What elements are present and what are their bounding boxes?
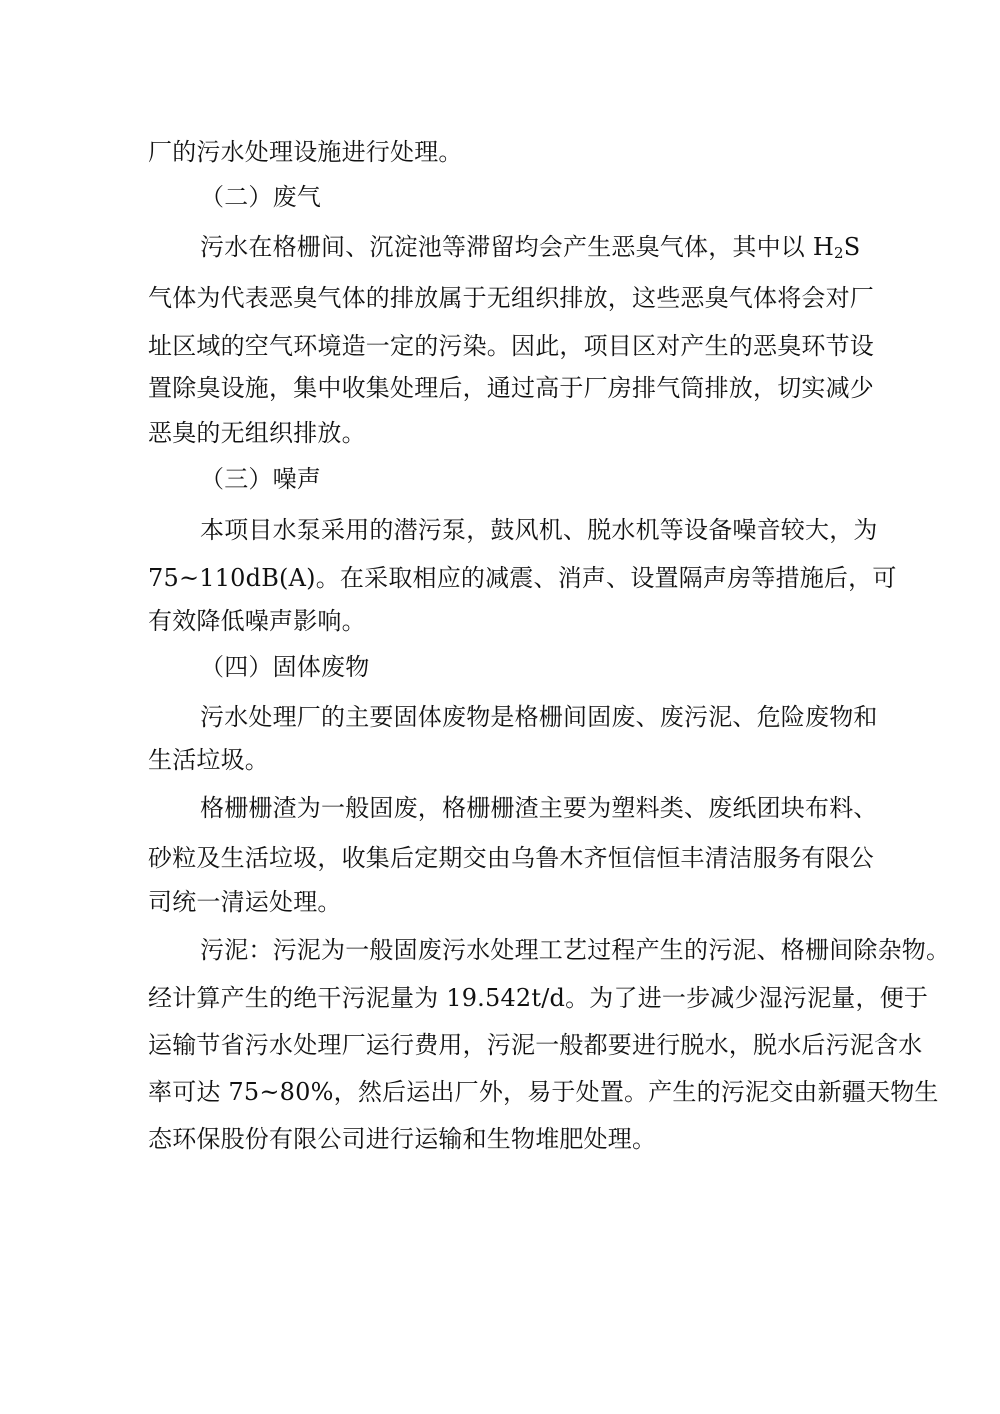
paragraph-line: 司统一清运处理。 (148, 888, 342, 916)
paragraph-line: 态环保股份有限公司进行运输和生物堆肥处理。 (148, 1125, 657, 1153)
paragraph-line: 址区域的空气环境造一定的污染。因此，项目区对产生的恶臭环节设 (148, 332, 874, 360)
paragraph-line: 气体为代表恶臭气体的排放属于无组织排放，这些恶臭气体将会对厂 (148, 284, 874, 312)
paragraph-line: 75~110dB(A)。在采取相应的减震、消声、设置隔声房等措施后，可 (148, 564, 897, 592)
paragraph-line: 污泥：污泥为一般固废污水处理工艺过程产生的污泥、格栅间除杂物。 (200, 936, 951, 964)
paragraph-line: 有效降低噪声影响。 (148, 607, 366, 635)
paragraph-line: 生活垃圾。 (148, 746, 269, 774)
paragraph-line (200, 232, 860, 262)
text-run: S (843, 233, 861, 261)
paragraph-line: 运输节省污水处理厂运行费用，污泥一般都要进行脱水，脱水后污泥含水 (148, 1031, 923, 1059)
paragraph-line: 厂的污水处理设施进行处理。 (148, 138, 463, 166)
paragraph-line: 格栅栅渣为一般固废，格栅栅渣主要为塑料类、废纸团块布料、 (200, 794, 878, 822)
text-run: 污水在格栅间、沉淀池等滞留均会产生恶臭气体，其中以 H (200, 233, 834, 261)
subscript-2: 2 (833, 244, 844, 262)
paragraph-line: 率可达 75~80%，然后运出厂外，易于处置。产生的污泥交由新疆天物生 (148, 1078, 939, 1106)
paragraph-line: 恶臭的无组织排放。 (148, 419, 366, 447)
section-heading-solid-waste: （四）固体废物 (200, 653, 370, 681)
paragraph-line: 污水处理厂的主要固体废物是格栅间固废、废污泥、危险废物和 (200, 703, 878, 731)
paragraph-line: 本项目水泵采用的潜污泵，鼓风机、脱水机等设备噪音较大，为 (200, 516, 878, 544)
paragraph-line: 经计算产生的绝干污泥量为 19.542t/d。为了进一步减少湿污泥量，便于 (148, 984, 929, 1012)
paragraph-line: 置除臭设施，集中收集处理后，通过高于厂房排气筒排放，切实减少 (148, 374, 874, 402)
paragraph-line: 砂粒及生活垃圾，收集后定期交由乌鲁木齐恒信恒丰清洁服务有限公 (148, 844, 874, 872)
section-heading-noise: （三）噪声 (200, 465, 321, 493)
section-heading-waste-gas: （二）废气 (200, 183, 321, 211)
